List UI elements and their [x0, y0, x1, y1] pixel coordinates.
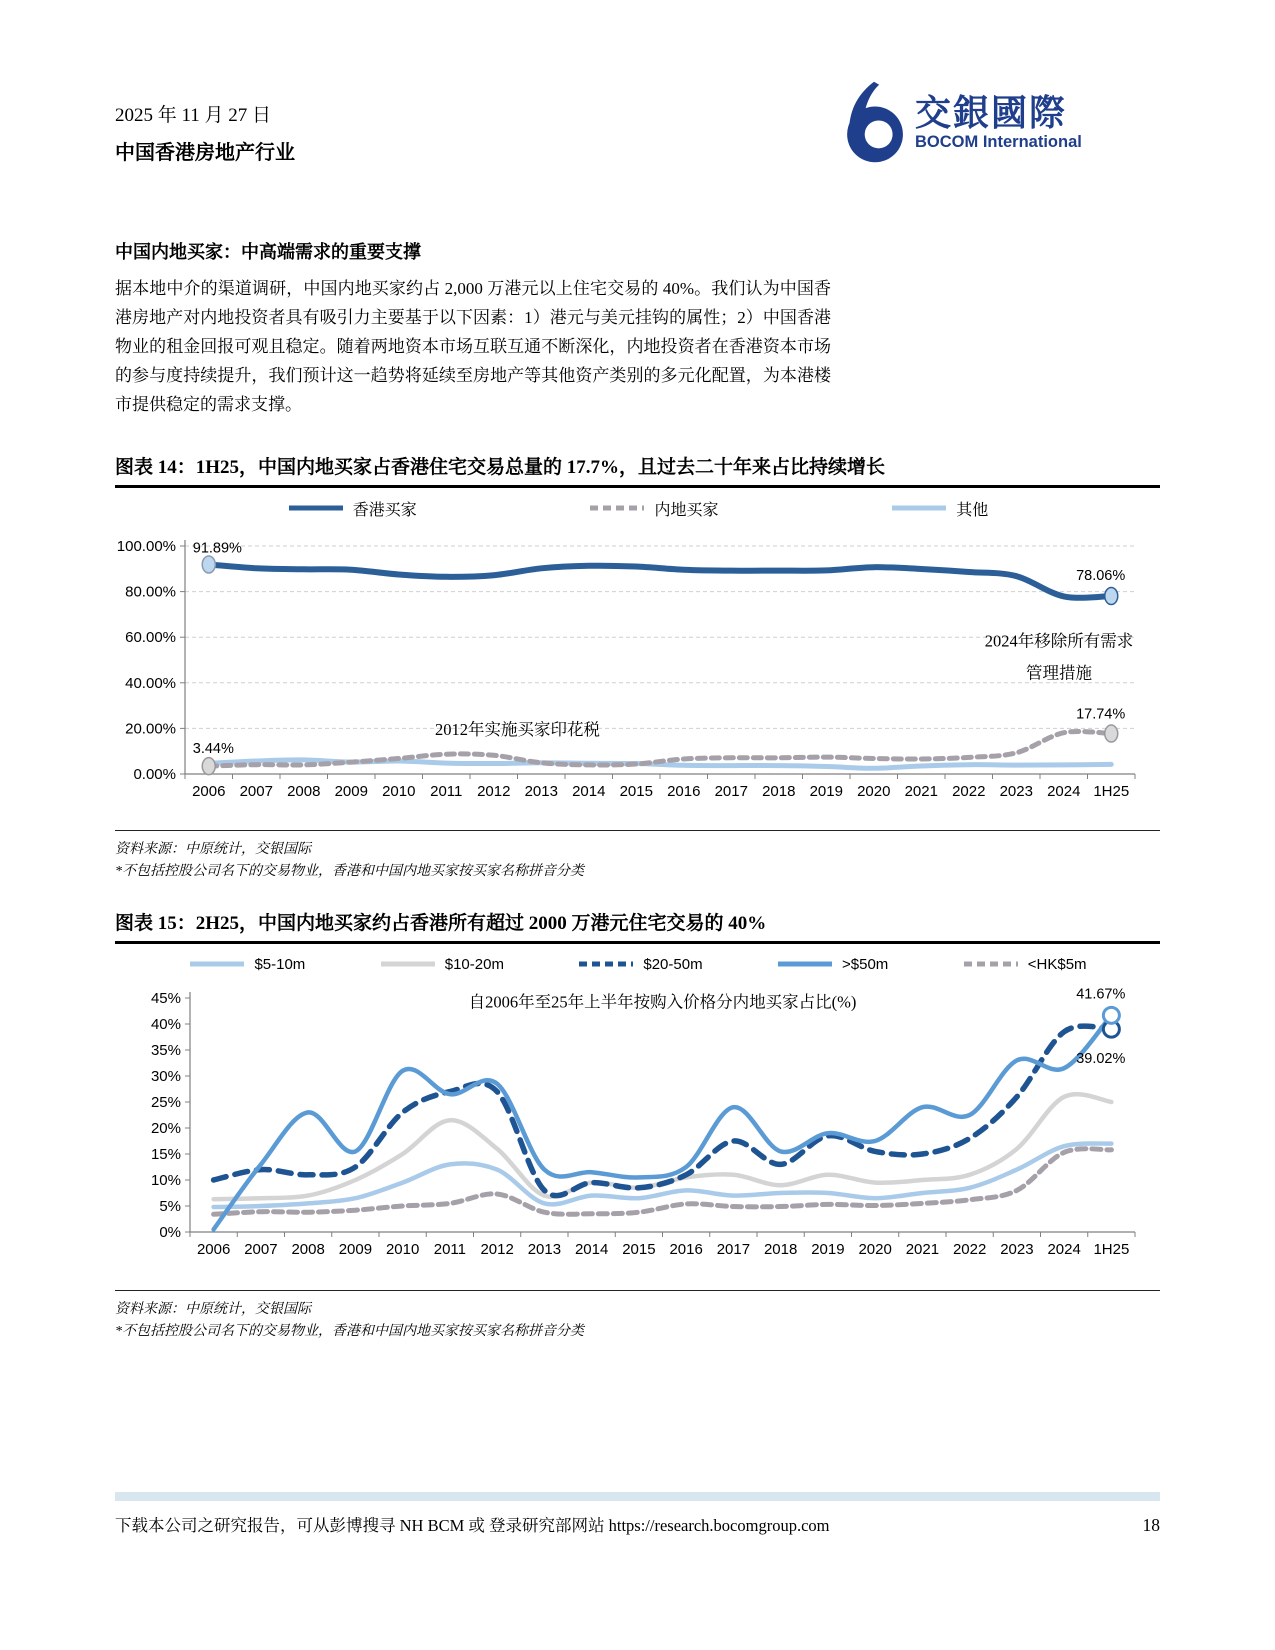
svg-text:2007: 2007 [244, 1241, 278, 1258]
data-point-marker [1103, 1007, 1119, 1023]
data-point-marker [202, 758, 215, 775]
bocom-logo [843, 80, 1082, 164]
chart-annotation: 2024年移除所有需求 [984, 631, 1134, 651]
svg-text:30%: 30% [150, 1068, 181, 1085]
page-footer [115, 1512, 1160, 1536]
svg-text:2016: 2016 [667, 783, 701, 800]
figure15-chart [115, 982, 1160, 1274]
legend-label: 其他 [956, 501, 989, 519]
svg-text:10%: 10% [150, 1172, 181, 1189]
figure15-title: 图表 15：2H25，中国内地买家约占香港所有超过 2000 万港元住宅交易的 40% [115, 908, 1160, 944]
svg-text:5%: 5% [159, 1198, 181, 1215]
figure15-legend [115, 946, 1160, 982]
sector-title: 中国香港房地产行业 [115, 142, 295, 164]
footer-note: 下载本公司之研究报告，可从彭博搜寻 NH BCM 或 登录研究部网站 https://research.bocomgroup.com [115, 1516, 830, 1535]
svg-text:2020: 2020 [858, 1241, 892, 1258]
svg-text:25%: 25% [150, 1094, 181, 1111]
svg-text:100.00%: 100.00% [116, 538, 176, 555]
svg-text:2011: 2011 [433, 1241, 467, 1258]
data-point-marker [1105, 588, 1118, 605]
svg-text:80.00%: 80.00% [125, 583, 176, 601]
svg-text:2008: 2008 [287, 783, 321, 800]
svg-text:2021: 2021 [905, 1241, 940, 1258]
svg-text:2009: 2009 [338, 1241, 373, 1258]
legend-label: $10-20m [444, 955, 504, 973]
legend-item-$5-10m [188, 956, 305, 973]
svg-text:2012: 2012 [480, 1241, 514, 1258]
svg-text:2024: 2024 [1047, 1241, 1081, 1258]
legend-label: >$50m [842, 955, 889, 973]
data-point-label: 17.74% [1076, 706, 1126, 723]
legend-item-$20-50m [577, 956, 702, 973]
figure14-footnote: *不包括控股公司名下的交易物业，香港和中国内地买家按买家名称拼音分类 [115, 864, 584, 879]
svg-text:2008: 2008 [291, 1241, 325, 1258]
svg-text:2015: 2015 [619, 783, 653, 800]
svg-text:2024: 2024 [1047, 783, 1081, 800]
legend-label: <HK$5m [1027, 955, 1087, 973]
svg-text:2021: 2021 [904, 783, 938, 800]
legend-label: 内地买家 [654, 501, 719, 519]
svg-text:40.00%: 40.00% [125, 674, 176, 692]
figure15-source: 资料来源：中原统计，交银国际 [115, 1302, 311, 1317]
svg-text:2014: 2014 [574, 1241, 609, 1258]
svg-text:15%: 15% [150, 1146, 181, 1163]
svg-text:2022: 2022 [952, 783, 986, 800]
legend-item-$10-20m [379, 956, 504, 973]
chart-annotation: 2012年实施买家印花税 [435, 720, 600, 740]
svg-text:2018: 2018 [762, 783, 796, 800]
legend-label: $5-10m [254, 955, 306, 973]
legend-item-香港买家 [287, 497, 417, 520]
svg-text:2018: 2018 [763, 1241, 798, 1258]
legend-line-swatch [379, 959, 437, 969]
data-point-label: 41.67% [1076, 986, 1126, 1003]
svg-text:60.00%: 60.00% [125, 629, 176, 647]
figure14-source-block [115, 830, 1160, 883]
legend-line-swatch [588, 503, 646, 513]
figure14-legend [115, 490, 1160, 526]
svg-text:2013: 2013 [527, 1241, 562, 1258]
logo-text [915, 93, 1082, 152]
data-point-marker [1105, 725, 1118, 742]
svg-text:0.00%: 0.00% [133, 766, 176, 783]
footer-divider [115, 1492, 1160, 1501]
section-heading: 中国内地买家：中高端需求的重要支撑 [115, 242, 421, 262]
svg-text:2022: 2022 [952, 1241, 987, 1258]
chart-annotation: 管理措施 [1026, 663, 1092, 683]
legend-line-swatch [188, 959, 246, 969]
body-paragraph: 据本地中介的渠道调研，中国内地买家约占 2,000 万港元以上住宅交易的 40%。我们认为中国香港房地产对内地投资者具有吸引力主要基于以下因素：1）港元与美元挂钩的属性；2）中国香港物业的租金回报可观且稳定。随着两地资本市场互联互通不断深化，内地投资者在香港资本市场的参与度持续提升，我们预计这一趋势将延续至房地产等其他资产类别的多元化配置，为本港楼市提供稳定的需求支撑。 [115, 279, 831, 414]
legend-line-swatch [287, 503, 345, 513]
svg-text:40%: 40% [150, 1016, 181, 1033]
svg-text:2013: 2013 [524, 783, 558, 800]
figure14-source: 资料来源：中原统计，交银国际 [115, 842, 311, 857]
svg-text:2010: 2010 [385, 1241, 420, 1258]
page-number: 18 [1142, 1515, 1160, 1535]
data-point-label: 78.06% [1076, 568, 1126, 585]
legend-line-swatch [776, 959, 834, 969]
svg-text:20.00%: 20.00% [125, 720, 176, 738]
svg-text:2020: 2020 [857, 783, 891, 800]
logo-chinese-name: 交銀國際 [915, 91, 1068, 133]
legend-item-其他 [890, 497, 988, 520]
svg-text:2015: 2015 [622, 1241, 656, 1258]
svg-text:2023: 2023 [999, 783, 1033, 800]
chart-annotation: 自2006年至25年上半年按购入价格分内地买家占比(%) [468, 992, 857, 1012]
svg-text:2016: 2016 [669, 1241, 703, 1258]
svg-text:35%: 35% [150, 1042, 181, 1059]
figure15-footnote: *不包括控股公司名下的交易物业，香港和中国内地买家按买家名称拼音分类 [115, 1324, 584, 1339]
legend-item-内地买家 [588, 497, 718, 520]
svg-text:2010: 2010 [382, 783, 416, 800]
figure14-title: 图表 14：1H25，中国内地买家占香港住宅交易总量的 17.7%，且过去二十年来占比持续增长 [115, 452, 1160, 488]
legend-item->$50m [776, 956, 888, 973]
legend-label: $20-50m [643, 955, 703, 973]
legend-line-swatch [962, 959, 1020, 969]
figure15-source-block [115, 1290, 1160, 1343]
legend-line-swatch [577, 959, 635, 969]
series-line-香港买家 [209, 565, 1112, 598]
svg-text:1H25: 1H25 [1093, 1241, 1130, 1258]
svg-text:2019: 2019 [809, 783, 843, 800]
data-point-label: 91.89% [192, 540, 242, 557]
legend-item-<HK$5m [962, 956, 1087, 973]
svg-text:2023: 2023 [1000, 1241, 1034, 1258]
svg-text:20%: 20% [150, 1120, 181, 1137]
figure-14 [115, 452, 1160, 883]
svg-text:2012: 2012 [477, 783, 511, 800]
svg-text:2009: 2009 [334, 783, 368, 800]
data-point-label: 3.44% [192, 741, 234, 758]
svg-text:2007: 2007 [239, 783, 273, 800]
svg-text:2006: 2006 [192, 783, 226, 800]
legend-label: 香港买家 [352, 501, 417, 519]
bocom-logo-icon [843, 80, 905, 164]
data-point-label: 39.02% [1076, 1051, 1126, 1068]
report-date: 2025 年 11 月 27 日 [115, 105, 272, 126]
svg-text:2017: 2017 [716, 1241, 751, 1258]
figure-15 [115, 908, 1160, 1343]
figure14-chart [115, 526, 1160, 814]
logo-english-name: BOCOM International [915, 132, 1082, 151]
svg-text:45%: 45% [150, 990, 181, 1007]
svg-text:2019: 2019 [811, 1241, 845, 1258]
svg-text:0%: 0% [159, 1224, 181, 1241]
svg-text:2006: 2006 [196, 1241, 231, 1258]
data-point-marker [202, 556, 215, 573]
svg-text:2014: 2014 [572, 783, 606, 800]
series-line-内地买家 [209, 731, 1112, 766]
svg-text:2017: 2017 [714, 783, 748, 800]
legend-line-swatch [890, 503, 948, 513]
svg-text:1H25: 1H25 [1093, 783, 1130, 800]
svg-text:2011: 2011 [430, 783, 463, 800]
